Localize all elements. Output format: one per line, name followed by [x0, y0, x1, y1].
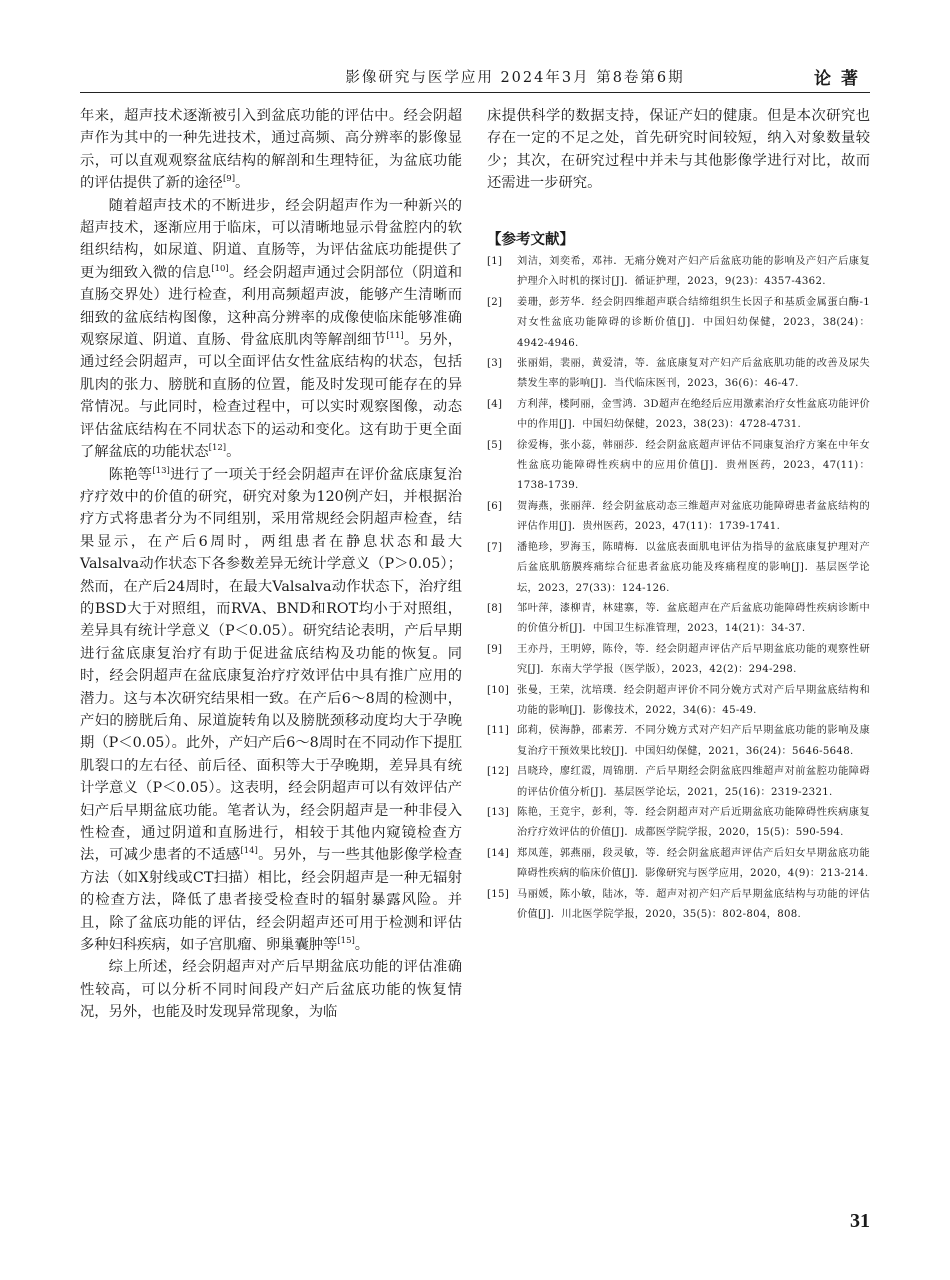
- reference-item: [487, 721, 870, 762]
- reference-number: [2]: [487, 296, 503, 308]
- citation-marker: [14]: [240, 846, 258, 857]
- reference-text: 方利萍，楼阿丽，金雪鸿．3D超声在绝经后应用激素治疗女性盆底功能评价中的作用[J]．中国妇幼保健，2023，38(23)：4728-4731.: [517, 398, 870, 431]
- reference-item: [487, 844, 870, 885]
- reference-text: 徐爱梅，张小蕊，韩丽莎．经会阴盆底超声评估不同康复治疗方案在中年女性盆底功能障碍性疾病中的应用价值[J]．贵州医药，2023，47(11)：1738-1739.: [517, 439, 870, 492]
- section-label: 论著: [814, 69, 868, 89]
- reference-text: 吕晓玲，廖红霞，周锦朋．产后早期经会阴盆底四维超声对前盆腔功能障碍的评估价值分析[J]．基层医学论坛，2021，25(16)：2319-2321.: [517, 766, 870, 798]
- reference-text: 陈艳，王竞宇，彭利，等．经会阴超声对产后近期盆底功能障碍性疾病康复治疗疗效评估的价值[J]．成都医学院学报，2020，15(5)：590-594.: [517, 806, 870, 839]
- references-title: 【参考文献】: [487, 232, 574, 248]
- body-paragraph-4: 综上所述，经会阴超声对产后早期盆底功能的评估准确性较高，可以分析不同时间段产妇产后盆底功能的恢复情况，另外，也能及时发现异常现象，为临: [80, 959, 462, 1021]
- reference-number: [10]: [487, 684, 510, 696]
- reference-number: [1]: [487, 256, 503, 267]
- reference-number: [15]: [487, 888, 510, 900]
- reference-item: [487, 599, 870, 640]
- reference-number: [4]: [487, 398, 503, 410]
- reference-number: [5]: [487, 439, 503, 451]
- reference-text: 潘艳珍，罗海玉，陈晴梅．以盆底表面肌电评估为指导的盆底康复护理对产后盆底肌筋膜疼痛综合征患者盆底功能及疼痛程度的影响[J]．基层医学论坛，2023，27(33)：124-126.: [517, 541, 870, 594]
- reference-number: [7]: [487, 541, 503, 553]
- reference-item: [487, 640, 870, 681]
- body-paragraph-2: 随着超声技术的不断进步，经会阴超声作为一种新兴的超声技术，逐渐应用于临床，可以清晰地显示骨盆腔内的软组织结构，如尿道、阴道、直肠等，为评估盆底功能提供了更为细致入微的信息[10]。经会阴超声通过会阴部位（阴道和直肠交界处）进行检查，利用高频超声波，能够产生清晰而细致的盆底结构图像，这种高分辨率的成像使临床能够准确观察尿道、阴道、直肠、骨盆底肌肉等解剖细节[11]。另外，通过经会阴超声，可以全面评估女性盆底结构的状态，包括肌肉的张力、膀胱和直肠的位置，能及时发现可能存在的异常情况。与此同时，检查过程中，可以实时观察图像，动态评估盆底结构在不同状态下的运动和变化。这有助于更全面了解盆底的功能状态[12]。: [80, 197, 463, 461]
- reference-item: [487, 538, 870, 599]
- body-paragraph-1: 年来，超声技术逐渐被引入到盆底功能的评估中。经会阴超声作为其中的一种先进技术，通过高频、高分辨率的影像显示，可以直观观察盆底结构的解剖和生理特征，为盆底功能的评估提供了新的途径[9]。: [80, 108, 462, 192]
- reference-item: [487, 803, 870, 844]
- reference-text: 王亦丹，王明婷，陈伶，等．经会阴超声评估产后早期盆底功能的观察性研究[J]．东南大学学报（医学版），2023，42(2)：294-298.: [517, 643, 870, 676]
- reference-text: 张曼，王荣，沈培璞．经会阴超声评价不同分娩方式对产后早期盆底结构和功能的影响[J]．影像技术，2022，34(6)：45-49.: [517, 684, 870, 716]
- reference-text: 贺海燕，张丽萍．经会阴盆底动态三维超声对盆底功能障碍患者盆底结构的评估作用[J]．贵州医药，2023，47(11)：1739-1741.: [517, 500, 870, 533]
- reference-number: [13]: [487, 806, 510, 818]
- citation-marker: [11]: [386, 331, 404, 342]
- reference-number: [8]: [487, 602, 503, 614]
- reference-number: [12]: [487, 766, 510, 778]
- references-list: [487, 252, 870, 925]
- reference-number: [14]: [487, 847, 510, 859]
- reference-item: [487, 885, 870, 926]
- citation-marker: [13]: [152, 465, 170, 476]
- reference-number: [9]: [487, 643, 503, 655]
- reference-item: [487, 252, 870, 293]
- reference-text: 姜珊，彭芳华．经会阴四维超声联合结缔组织生长因子和基质金属蛋白酶-1对女性盆底功能障碍的诊断价值[J]．中国妇幼保健，2023，38(24)：4942-4946.: [517, 296, 870, 349]
- body-paragraph-5: 床提供科学的数据支持，保证产妇的健康。但是本次研究也存在一定的不足之处，首先研究时间较短，纳入对象数量较少；其次，在研究过程中并未与其他影像学进行对比，故而还需进一步研究。: [487, 108, 870, 192]
- reference-item: [487, 293, 870, 354]
- reference-text: 邱莉，侯海静，邵素芳．不同分娩方式对产妇产后早期盆底功能的影响及康复治疗干预效果比较[J]．中国妇幼保健，2021，36(24)：5646-5648.: [517, 725, 870, 757]
- reference-text: 邹叶萍，漆柳青，林建寨，等．盆底超声在产后盆底功能障碍性疾病诊断中的价值分析[J]．中国卫生标准管理，2023，14(21)：34-37.: [517, 602, 870, 635]
- reference-text: 刘洁，刘奕希，邓祎．无痛分娩对产妇产后盆底功能的影响及产妇产后康复护理介入时机的探讨[J]．循证护理，2023，9(23)：4357-4362.: [517, 256, 870, 288]
- page-number: 31: [850, 1210, 870, 1232]
- reference-item: [487, 395, 870, 436]
- page-header: [80, 64, 870, 93]
- reference-text: 郑凤莲，郭燕丽，段灵敏，等．经会阴盆底超声评估产后妇女早期盆底功能障碍性疾病的临床价值[J]．影像研究与医学应用，2020，4(9)：213-214.: [517, 847, 870, 880]
- reference-number: [11]: [487, 725, 510, 737]
- reference-item: [487, 681, 870, 722]
- reference-text: 张丽娟，裴丽，黄爱清，等．盆底康复对产妇产后盆底肌功能的改善及尿失禁发生率的影响[J]．当代临床医刊，2023，36(6)：46-47.: [517, 358, 870, 390]
- citation-marker: [9]: [222, 174, 236, 185]
- citation-marker: [15]: [337, 936, 355, 947]
- left-column: [80, 105, 462, 1024]
- reference-item: [487, 436, 870, 497]
- reference-text: 马丽媛，陈小敏，陆冰，等．超声对初产妇产后早期盆底结构与功能的评估价值[J]．川北医学院学报，2020，35(5)：802-804，808.: [517, 888, 870, 920]
- citation-marker: [10]: [211, 264, 229, 275]
- reference-number: [3]: [487, 358, 503, 370]
- reference-number: [6]: [487, 500, 503, 512]
- reference-item: [487, 354, 870, 395]
- citation-marker: [12]: [208, 443, 227, 454]
- journal-title: 影像研究与医学应用 2024年3月 第8卷第6期: [345, 70, 685, 86]
- reference-item: [487, 762, 870, 803]
- reference-item: [487, 497, 870, 538]
- body-paragraph-3: 陈艳等[13]进行了一项关于经会阴超声在评价盆底康复治疗疗效中的价值的研究，研究对象为120例产妇，并根据治疗方式将患者分为不同组别，采用常规经会阴超声检查，结果显示，在产后6周时，两组患者在静息状态和最大Valsalva动作状态下各参数差异无统计学意义（P＞0.05）；然而，在产后24周时，在最大Valsalva动作状态下，治疗组的BSD大于对照组，而RVA、BND和ROT均小于对照组，差异具有统计学意义（P＜0.05）。研究结论表明，产后早期进行盆底康复治疗有助于促进盆底结构及功能的恢复。同时，经会阴超声在盆底康复治疗疗效评估中具有推广应用的潜力。这与本次研究结果相一致。在产后6～8周的检测中，产妇的膀胱后角、尿道旋转角以及膀胱颈移动度均大于孕晚期（P＜0.05）。此外，产妇产后6～8周时在不同动作下提肛肌裂口的左右径、前后径、面积等大于孕晚期，差异具有统计学意义（P＜0.05）。这表明，经会阴超声可以有效评估产妇产后早期盆底功能。笔者认为，经会阴超声是一种非侵入性检查，通过阴道和直肠进行，相较于其他内窥镜检查方法，可减少患者的不适感[14]。另外，与一些其他影像学检查方法（如X射线或CT扫描）相比，经会阴超声是一种无辐射的检查方法，降低了患者接受检查时的辐射暴露风险。并且，除了盆底功能的评估，经会阴超声还可用于检测和评估多种妇科疾病，如子宫肌瘤、卵巢囊肿等[15]。: [80, 465, 463, 954]
- right-column: [487, 105, 870, 195]
